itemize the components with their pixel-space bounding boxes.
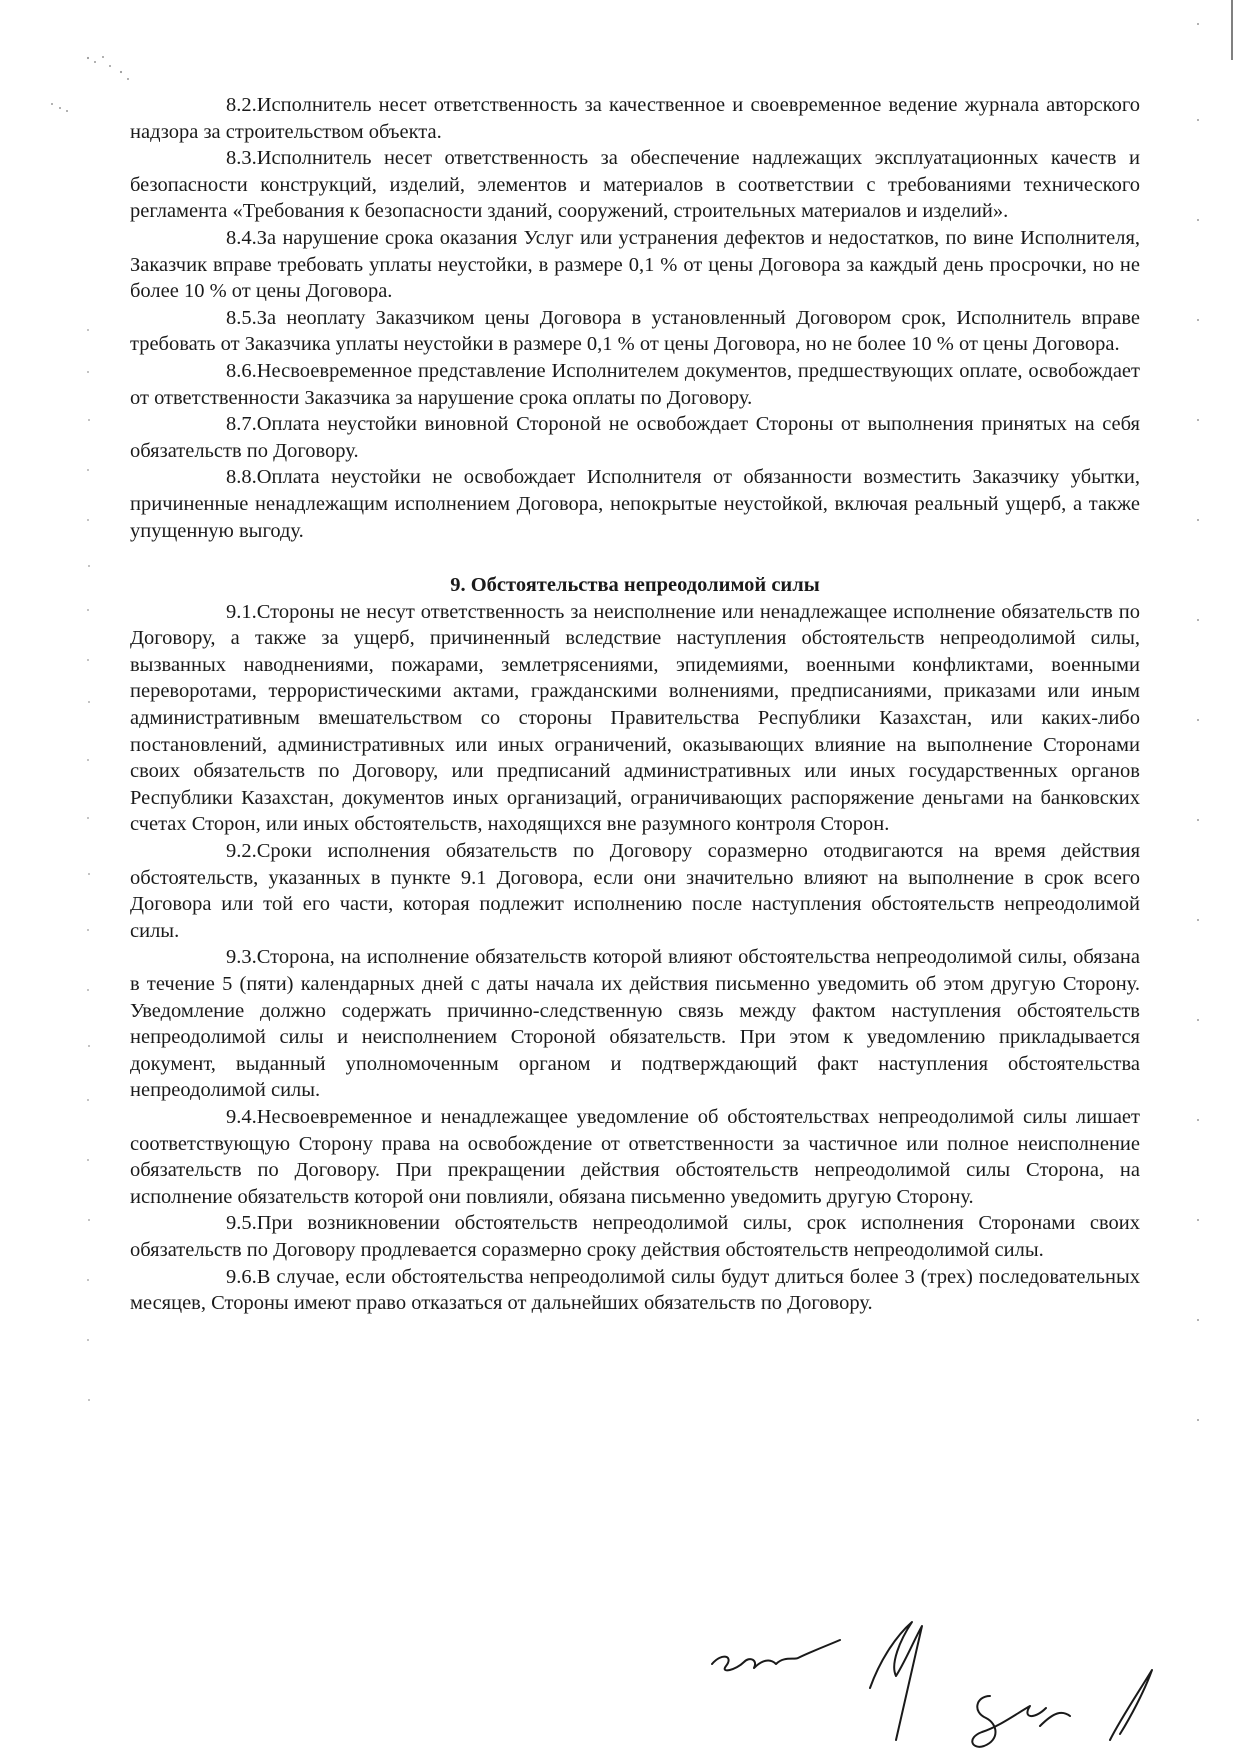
document-page: [130, 92, 1140, 1317]
section-9-heading: 9. Обстоятельства непреодолимой силы: [450, 574, 820, 597]
signature-1: [712, 1640, 840, 1670]
section-8-liability: [130, 92, 1140, 544]
clause-9-5: 9.5.При возникновении обстоятельств непреодолимой силы, срок исполнения Сторонами своих обязательств по Договору продлевается соразмерно сроку действия обстоятельств непреодолимой силы.: [130, 1212, 1140, 1261]
clause-8-6: 8.6.Несвоевременное представление Исполнителем документов, предшествующих оплате, освобождает от ответственности Заказчика за нарушение срока оплаты по Договору.: [130, 359, 1140, 409]
clause-8-8: 8.8.Оплата неустойки не освобождает Исполнителя от обязанности возместить Заказчику убытки, причиненные ненадлежащим исполнением Договора, непокрытые неустойкой, включая реальный ущерб, а также упущенную выгоду.: [130, 466, 1140, 542]
signature-3: [972, 1696, 1070, 1747]
signature-2: [870, 1622, 922, 1740]
clause-9-1: 9.1.Стороны не несут ответственность за неисполнение или ненадлежащее исполнение обязательств по Договору, а также за ущерб, причиненный вследствие наступления обстоятельств непреодолимой силы, вызванных наводнениями, пожарами, землетрясениями, эпидемиями, военными конфликтами, военными переворотами, террористическими актами, гражданскими волнениями, предписаниями, приказами или иным административным вмешательством со стороны Правительства Республики Казахстан, или каких-либо постановлений, административных или иных ограничений, оказывающих влияние на выполнение Сторонами своих обязательств по Договору, или предписаний административных или иных государственных органов Республики Казахстан, документов иных организаций, ограничивающих распоряжение деньгами на банковских счетах Сторон, или иных обстоятельств, находящихся вне разумного контроля Сторон.: [130, 600, 1140, 836]
signature-4: [1110, 1670, 1152, 1740]
clause-8-2: 8.2.Исполнитель несет ответственность за качественное и своевременное ведение журнала авторского надзора за строительством объекта.: [130, 94, 1140, 143]
section-9-force-majeure: [130, 572, 1140, 1317]
clause-8-3: 8.3.Исполнитель несет ответственность за обеспечение надлежащих эксплуатационных качеств и безопасности конструкций, изделий, элементов и материалов в соответствии с требованиями технического регламента «Требования к безопасности зданий, сооружений, строительных материалов и изделий».: [130, 147, 1140, 223]
clause-8-7: 8.7.Оплата неустойки виновной Стороной не освобождает Стороны от выполнения принятых на себя обязательств по Договору.: [130, 413, 1140, 462]
clause-8-5: 8.5.За неоплату Заказчиком цены Договора в установленный Договором срок, Исполнитель вправе требовать от Заказчика уплаты неустойки в размере 0,1 % от цены Договора, но не более 10 % от цены Договора.: [130, 306, 1140, 356]
clause-9-4: 9.4.Несвоевременное и ненадлежащее уведомление об обстоятельствах непреодолимой силы лишает соответствующую Сторону права на освобождение от ответственности за частичное или полное неисполнение обязательств по Договору. При прекращении действия обстоятельств непреодолимой силы Сторона, на исполнение обязательств которой они повлияли, обязана письменно уведомить другую Сторону.: [130, 1105, 1140, 1208]
clause-8-4: 8.4.За нарушение срока оказания Услуг или устранения дефектов и недостатков, по вине Исполнителя, Заказчик вправе требовать уплаты неустойки, в размере 0,1 % от цены Договора за каждый день просрочки, но не более 10 % от цены Договора.: [130, 226, 1140, 303]
clause-9-2: 9.2.Сроки исполнения обязательств по Договору соразмерно отодвигаются на время действия обстоятельств, указанных в пункте 9.1 Договора, если они значительно влияют на выполнение в срок всего Договора или той его части, которая подлежит исполнению после наступления обстоятельств непреодолимой силы.: [130, 840, 1140, 942]
signatures: [700, 1600, 1170, 1754]
clause-9-6: 9.6.В случае, если обстоятельства непреодолимой силы будут длиться более 3 (трех) последовательных месяцев, Стороны имеют право отказаться от дальнейших обязательств по Договору.: [130, 1265, 1140, 1315]
clause-9-3: 9.3.Сторона, на исполнение обязательств которой влияют обстоятельства непреодолимой силы, обязана в течение 5 (пяти) календарных дней с даты начала их действия письменно уведомить об этом другую Сторону. Уведомление должно содержать причинно-следственную связь между фактом наступления обстоятельств непреодолимой силы и неисполнением Стороной обязательств. При этом к уведомлению прикладывается документ, выданный уполномоченным органом и подтверждающий факт наступления обстоятельства непреодолимой силы.: [130, 946, 1140, 1102]
